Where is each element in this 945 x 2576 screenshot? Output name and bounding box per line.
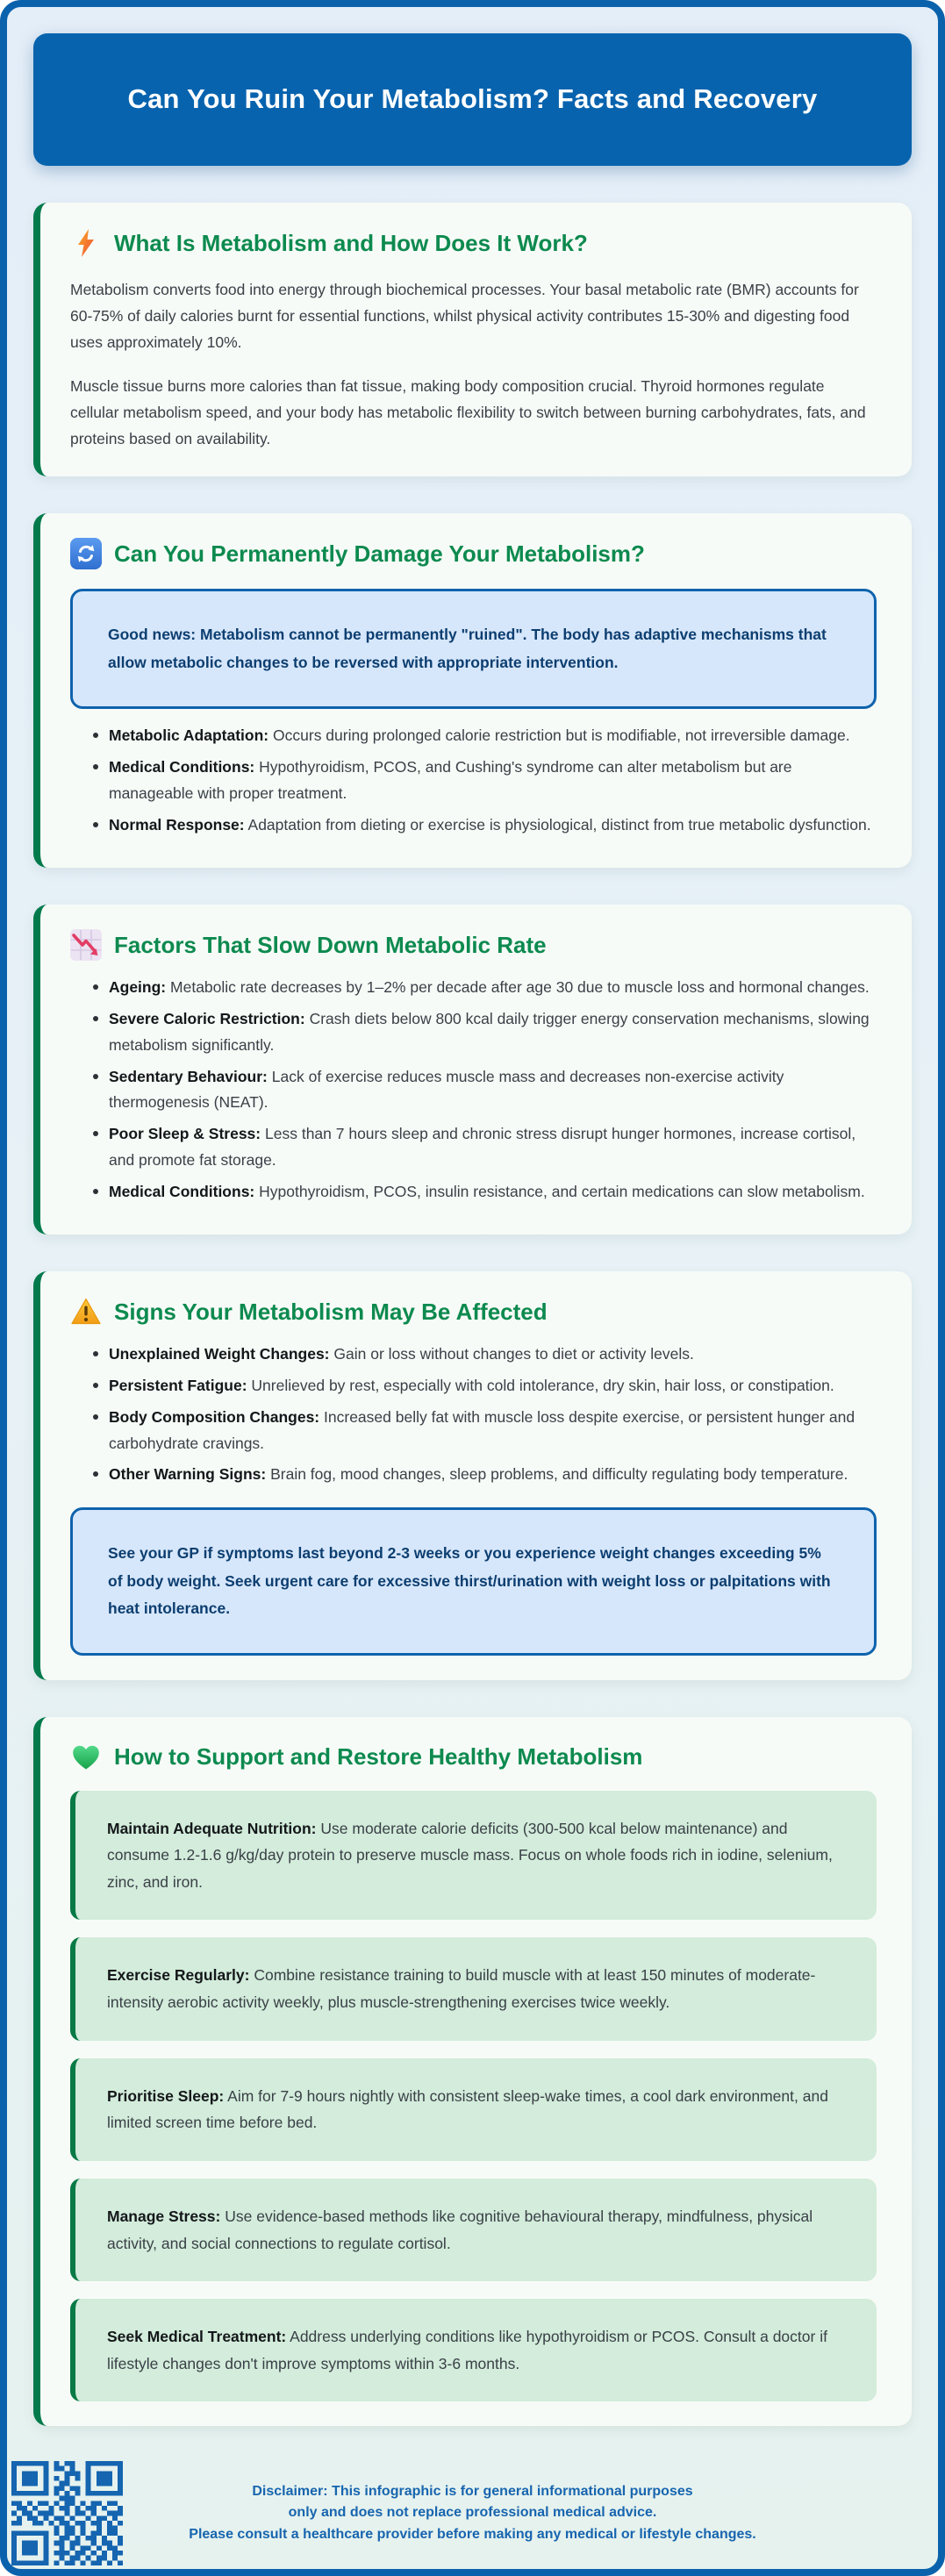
bullet-label: Metabolic Adaptation: xyxy=(109,726,269,745)
footer xyxy=(33,2457,912,2560)
list-item xyxy=(93,1405,877,1457)
bullet-label: Body Composition Changes: xyxy=(109,1407,320,1426)
section-heading-row xyxy=(70,1296,877,1327)
tip-text: Combine resistance training to build muscle with at least 150 minutes of moderate-intensity aerobic activity weekly, plus muscle-strengthening exercises twice weekly. xyxy=(107,1966,816,2012)
bullet-label: Normal Response: xyxy=(109,815,245,834)
list-item xyxy=(93,975,877,1001)
bullet-label: Other Warning Signs: xyxy=(109,1465,267,1484)
tip-text: Address underlying conditions like hypothyroidism or PCOS. Consult a doctor if lifestyle changes don't improve symptoms within 3-6 months. xyxy=(107,2328,827,2372)
paragraph: Muscle tissue burns more calories than fat tissue, making body composition crucial. Thyroid hormones regulate cellular metabolism speed, and your body has metabolic flexibility to switch between burning carbohydrates, fats, and proteins based on availability. xyxy=(70,377,866,448)
bullet-label: Sedentary Behaviour: xyxy=(109,1067,268,1085)
bullet-text: Crash diets below 800 kcal daily trigger energy conservation mechanisms, slowing metabolism significantly. xyxy=(109,1010,870,1054)
section-title: Factors That Slow Down Metabolic Rate xyxy=(114,932,547,959)
section-title: What Is Metabolism and How Does It Work? xyxy=(114,229,588,256)
section-warning-signs xyxy=(33,1271,912,1679)
tip-stress xyxy=(70,2179,877,2281)
section-heading-row xyxy=(70,929,877,961)
chart-down-icon xyxy=(70,929,102,961)
disclaimer-line-3: Please consult a healthcare provider before making any medical or lifestyle changes. xyxy=(189,2527,756,2543)
section-title: Signs Your Metabolism May Be Affected xyxy=(114,1299,548,1326)
list-item xyxy=(93,1006,877,1059)
tip-text: Use evidence-based methods like cognitive behavioural therapy, mindfulness, physical activity, and social connections to regulate cortisol. xyxy=(107,2207,813,2252)
page-title: Can You Ruin Your Metabolism? Facts and Recovery xyxy=(127,83,818,114)
list-item xyxy=(93,1121,877,1174)
tip-label: Exercise Regularly: xyxy=(107,1966,250,1985)
bullet-label: Severe Caloric Restriction: xyxy=(109,1010,305,1028)
good-news-callout: Good news: Metabolism cannot be permanently "ruined". The body has adaptive mechanisms that allow metabolic changes to be reversed with appropriate intervention. xyxy=(70,589,877,709)
list-item xyxy=(93,1064,877,1117)
section-title: How to Support and Restore Healthy Metabolism xyxy=(114,1743,643,1771)
qr-code xyxy=(11,2461,123,2565)
list-item xyxy=(93,1462,877,1488)
bullet-text: Unrelieved by rest, especially with cold intolerance, dry skin, hair loss, or constipation. xyxy=(251,1377,834,1395)
section-slowdown-factors xyxy=(33,905,912,1234)
section-heading-row xyxy=(70,227,877,259)
tip-label: Seek Medical Treatment: xyxy=(107,2328,287,2346)
bullet-text: Occurs during prolonged calorie restriction but is modifiable, not irreversible damage. xyxy=(273,726,850,745)
tip-label: Maintain Adequate Nutrition: xyxy=(107,1819,317,1837)
page-content xyxy=(7,7,938,2569)
bullet-label: Unexplained Weight Changes: xyxy=(109,1345,330,1363)
zap-icon xyxy=(70,227,102,259)
section-heading-row xyxy=(70,1742,877,1773)
bullet-label: Persistent Fatigue: xyxy=(109,1377,247,1395)
green-heart-icon xyxy=(70,1742,102,1773)
bullet-list xyxy=(70,723,877,838)
disclaimer-label: Disclaimer: xyxy=(252,2483,328,2499)
tip-nutrition xyxy=(70,1791,877,1921)
bullet-text: Brain fog, mood changes, sleep problems, and difficulty regulating body temperature. xyxy=(270,1465,848,1484)
bullet-text: Less than 7 hours sleep and chronic stress disrupt hunger hormones, increase cortisol, and promote fat storage. xyxy=(109,1125,856,1169)
disclaimer-text: This infographic is for general informational purposes xyxy=(327,2483,693,2499)
bullet-label: Medical Conditions: xyxy=(109,1182,255,1200)
bullet-text: Metabolic rate decreases by 1–2% per decade after age 30 due to muscle loss and hormonal changes. xyxy=(170,978,870,997)
list-item xyxy=(93,1179,877,1206)
bullet-label: Ageing: xyxy=(109,978,167,997)
bullet-text: Adaptation from dieting or exercise is physiological, distinct from true metabolic dysfunction. xyxy=(247,815,871,834)
disclaimer-line-2: only and does not replace professional medical advice. xyxy=(288,2505,657,2521)
bullet-list xyxy=(70,975,877,1205)
section-heading-row xyxy=(70,538,877,569)
bullet-text: Hypothyroidism, PCOS, and Cushing's syndrome can alter metabolism but are manageable with proper treatment. xyxy=(109,758,792,802)
section-title: Can You Permanently Damage Your Metabolism? xyxy=(114,540,645,568)
warning-icon xyxy=(70,1296,102,1327)
list-item xyxy=(93,1373,877,1399)
tip-exercise xyxy=(70,1937,877,2040)
bullet-label: Poor Sleep & Stress: xyxy=(109,1125,261,1143)
bullet-text: Increased belly fat with muscle loss despite exercise, or persistent hunger and carbohydrate cravings. xyxy=(109,1407,856,1452)
paragraph: Metabolism converts food into energy through biochemical processes. Your basal metabolic rate (BMR) accounts for 60-75% of daily calories burnt for essential functions, whilst physical activity contributes 15-30% and digesting food uses approximately 10%. xyxy=(70,280,859,351)
list-item xyxy=(93,812,877,839)
section-support-restore xyxy=(33,1717,912,2427)
section-what-is-metabolism xyxy=(33,203,912,477)
tip-medical xyxy=(70,2299,877,2401)
disclaimer-line-1 xyxy=(139,2481,806,2503)
tip-sleep xyxy=(70,2058,877,2161)
refresh-icon xyxy=(70,538,102,569)
bullet-text: Gain or loss without changes to diet or activity levels. xyxy=(333,1345,694,1363)
bullet-text: Hypothyroidism, PCOS, insulin resistance, and certain medications can slow metabolism. xyxy=(259,1182,865,1200)
header-banner xyxy=(33,33,912,166)
see-gp-callout: See your GP if symptoms last beyond 2-3 weeks or you experience weight changes exceeding 5% of body weight. Seek urgent care for excessive thirst/urination with weight loss or palpitations with heat intolerance. xyxy=(70,1507,877,1656)
tip-label: Prioritise Sleep: xyxy=(107,2086,225,2105)
tip-label: Manage Stress: xyxy=(107,2207,221,2225)
bullet-list xyxy=(70,1342,877,1488)
list-item xyxy=(93,755,877,807)
list-item xyxy=(93,1342,877,1368)
bullet-label: Medical Conditions: xyxy=(109,758,255,776)
bullet-text: Lack of exercise reduces muscle mass and decreases non-exercise activity thermogenesis (NEAT). xyxy=(109,1067,784,1112)
list-item xyxy=(93,723,877,749)
tip-text: Aim for 7-9 hours nightly with consistent sleep-wake times, a cool dark environment, and limited screen time before bed. xyxy=(107,2086,828,2132)
section-permanent-damage xyxy=(33,513,912,868)
tip-text: Use moderate calorie deficits (300-500 kcal below maintenance) and consume 1.2-1.6 g/kg/day protein to preserve muscle mass. Focus on whole foods rich in iodine, selenium, zinc, and iron. xyxy=(107,1819,833,1891)
